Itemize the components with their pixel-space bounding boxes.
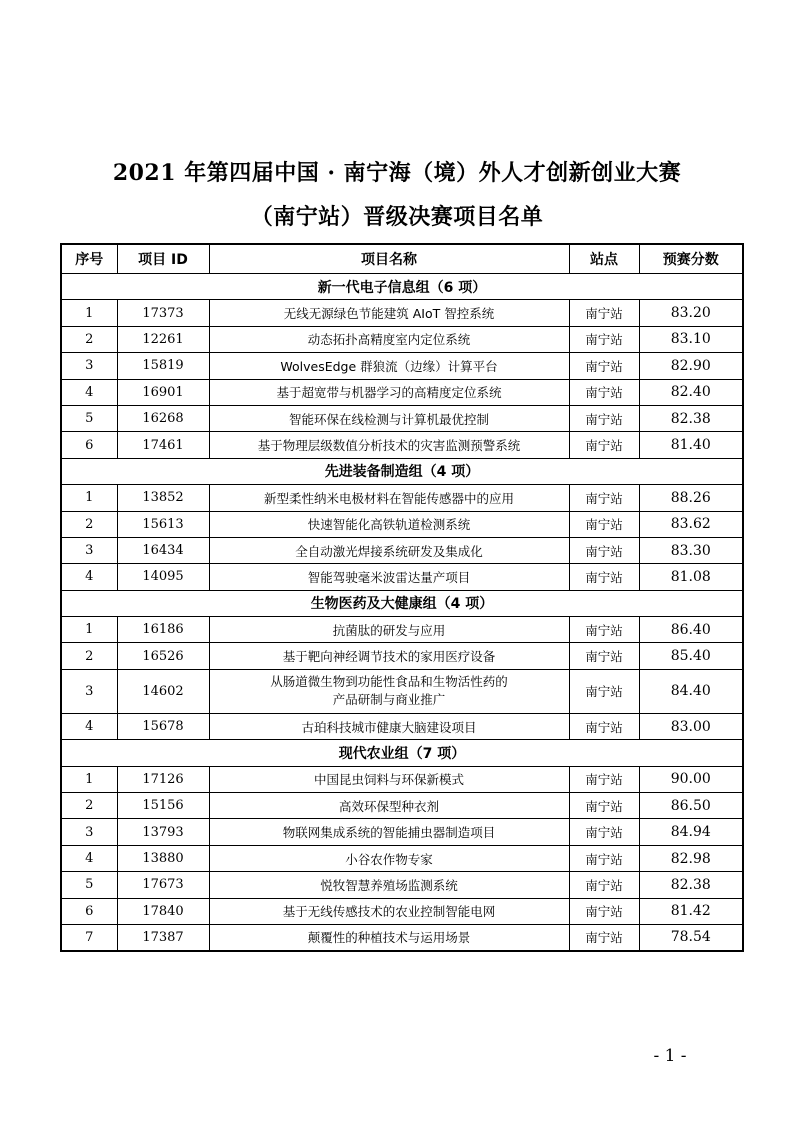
table-row bbox=[61, 564, 743, 590]
column-header-station: 站点 bbox=[569, 244, 639, 274]
cell-no: 5 bbox=[61, 405, 117, 431]
cell-id: 15156 bbox=[117, 793, 209, 819]
cell-no: 1 bbox=[61, 300, 117, 326]
cell-name: 基于超宽带与机器学习的高精度定位系统 bbox=[209, 379, 569, 405]
cell-name: 古珀科技城市健康大脑建设项目 bbox=[209, 713, 569, 739]
cell-station: 南宁站 bbox=[569, 537, 639, 563]
cell-name: 新型柔性纳米电极材料在智能传感器中的应用 bbox=[209, 485, 569, 511]
group-header-row bbox=[61, 274, 743, 300]
cell-score: 81.40 bbox=[639, 432, 743, 458]
cell-score: 81.42 bbox=[639, 898, 743, 924]
cell-name: 无线无源绿色节能建筑 AIoT 智控系统 bbox=[209, 300, 569, 326]
group-title: 生物医药及大健康组（4 项） bbox=[61, 590, 743, 616]
cell-no: 6 bbox=[61, 432, 117, 458]
cell-station: 南宁站 bbox=[569, 898, 639, 924]
cell-station: 南宁站 bbox=[569, 511, 639, 537]
cell-no: 4 bbox=[61, 713, 117, 739]
cell-name: 全自动激光焊接系统研发及集成化 bbox=[209, 537, 569, 563]
table-header-row bbox=[61, 244, 743, 274]
table-row bbox=[61, 898, 743, 924]
cell-id: 15613 bbox=[117, 511, 209, 537]
cell-id: 13793 bbox=[117, 819, 209, 845]
cell-score: 82.98 bbox=[639, 845, 743, 871]
cell-station: 南宁站 bbox=[569, 643, 639, 669]
cell-station: 南宁站 bbox=[569, 353, 639, 379]
cell-no: 7 bbox=[61, 924, 117, 950]
cell-station: 南宁站 bbox=[569, 617, 639, 643]
table-row bbox=[61, 511, 743, 537]
cell-name: 基于无线传感技术的农业控制智能电网 bbox=[209, 898, 569, 924]
cell-station: 南宁站 bbox=[569, 819, 639, 845]
cell-no: 4 bbox=[61, 845, 117, 871]
table-row bbox=[61, 872, 743, 898]
cell-no: 2 bbox=[61, 643, 117, 669]
table-row bbox=[61, 300, 743, 326]
cell-score: 82.38 bbox=[639, 872, 743, 898]
cell-name: 智能环保在线检测与计算机最优控制 bbox=[209, 405, 569, 431]
group-header-row bbox=[61, 458, 743, 484]
table-row bbox=[61, 405, 743, 431]
cell-score: 84.94 bbox=[639, 819, 743, 845]
cell-station: 南宁站 bbox=[569, 379, 639, 405]
table-row bbox=[61, 379, 743, 405]
cell-score: 86.50 bbox=[639, 793, 743, 819]
cell-id: 17373 bbox=[117, 300, 209, 326]
column-header-name: 项目名称 bbox=[209, 244, 569, 274]
cell-name: 智能驾驶毫米波雷达量产项目 bbox=[209, 564, 569, 590]
cell-id: 12261 bbox=[117, 326, 209, 352]
cell-id: 13852 bbox=[117, 485, 209, 511]
cell-id: 16268 bbox=[117, 405, 209, 431]
cell-score: 78.54 bbox=[639, 924, 743, 950]
cell-name: 小谷农作物专家 bbox=[209, 845, 569, 871]
cell-score: 90.00 bbox=[639, 766, 743, 792]
cell-station: 南宁站 bbox=[569, 766, 639, 792]
cell-name: 高效环保型种衣剂 bbox=[209, 793, 569, 819]
cell-score: 83.62 bbox=[639, 511, 743, 537]
cell-station: 南宁站 bbox=[569, 669, 639, 713]
table-row bbox=[61, 819, 743, 845]
cell-id: 16526 bbox=[117, 643, 209, 669]
project-list-table bbox=[60, 243, 744, 952]
cell-no: 3 bbox=[61, 819, 117, 845]
table-row bbox=[61, 643, 743, 669]
cell-station: 南宁站 bbox=[569, 485, 639, 511]
table-row bbox=[61, 537, 743, 563]
cell-name: 悦牧智慧养殖场监测系统 bbox=[209, 872, 569, 898]
column-header-no: 序号 bbox=[61, 244, 117, 274]
cell-station: 南宁站 bbox=[569, 300, 639, 326]
cell-station: 南宁站 bbox=[569, 405, 639, 431]
cell-score: 86.40 bbox=[639, 617, 743, 643]
cell-name-line-2: 产品研制与商业推广 bbox=[332, 692, 446, 708]
cell-score: 84.40 bbox=[639, 669, 743, 713]
cell-score: 83.20 bbox=[639, 300, 743, 326]
table-row bbox=[61, 326, 743, 352]
cell-no: 6 bbox=[61, 898, 117, 924]
cell-id: 17461 bbox=[117, 432, 209, 458]
cell-id: 17126 bbox=[117, 766, 209, 792]
cell-station: 南宁站 bbox=[569, 793, 639, 819]
group-header-row bbox=[61, 590, 743, 616]
table-row bbox=[61, 793, 743, 819]
cell-name: WolvesEdge 群狼流（边缘）计算平台 bbox=[209, 353, 569, 379]
cell-station: 南宁站 bbox=[569, 564, 639, 590]
cell-score: 82.38 bbox=[639, 405, 743, 431]
cell-name: 基于物理层级数值分析技术的灾害监测预警系统 bbox=[209, 432, 569, 458]
cell-score: 81.08 bbox=[639, 564, 743, 590]
cell-station: 南宁站 bbox=[569, 326, 639, 352]
table-row bbox=[61, 353, 743, 379]
document-title-line-1: 2021 年第四届中国 · 南宁海（境）外人才创新创业大赛 bbox=[112, 160, 682, 186]
group-title: 现代农业组（7 项） bbox=[61, 740, 743, 766]
column-header-score: 预赛分数 bbox=[639, 244, 743, 274]
cell-no: 1 bbox=[61, 617, 117, 643]
column-header-id: 项目 ID bbox=[117, 244, 209, 274]
cell-no: 2 bbox=[61, 793, 117, 819]
cell-score: 82.90 bbox=[639, 353, 743, 379]
cell-name: 抗菌肽的研发与应用 bbox=[209, 617, 569, 643]
cell-score: 83.00 bbox=[639, 713, 743, 739]
cell-id: 15819 bbox=[117, 353, 209, 379]
cell-score: 88.26 bbox=[639, 485, 743, 511]
cell-name: 快速智能化高铁轨道检测系统 bbox=[209, 511, 569, 537]
cell-no: 3 bbox=[61, 669, 117, 713]
cell-no: 3 bbox=[61, 353, 117, 379]
group-header-row bbox=[61, 740, 743, 766]
cell-no: 3 bbox=[61, 537, 117, 563]
table-row bbox=[61, 485, 743, 511]
cell-name: 中国昆虫饲料与环保新模式 bbox=[209, 766, 569, 792]
table-row bbox=[61, 669, 743, 713]
table-row bbox=[61, 617, 743, 643]
cell-id: 16901 bbox=[117, 379, 209, 405]
group-title: 先进装备制造组（4 项） bbox=[61, 458, 743, 484]
cell-name: 动态拓扑高精度室内定位系统 bbox=[209, 326, 569, 352]
cell-name-line-1: 从肠道微生物到功能性食品和生物活性药的 bbox=[270, 674, 508, 690]
table-row bbox=[61, 432, 743, 458]
cell-id: 14095 bbox=[117, 564, 209, 590]
cell-id: 17673 bbox=[117, 872, 209, 898]
page-number: - 1 - bbox=[653, 1046, 687, 1066]
cell-station: 南宁站 bbox=[569, 845, 639, 871]
cell-name bbox=[209, 669, 569, 713]
cell-id: 14602 bbox=[117, 669, 209, 713]
cell-no: 5 bbox=[61, 872, 117, 898]
cell-no: 2 bbox=[61, 326, 117, 352]
cell-name: 颠覆性的种植技术与运用场景 bbox=[209, 924, 569, 950]
cell-score: 82.40 bbox=[639, 379, 743, 405]
group-title: 新一代电子信息组（6 项） bbox=[61, 274, 743, 300]
cell-no: 4 bbox=[61, 379, 117, 405]
cell-station: 南宁站 bbox=[569, 872, 639, 898]
cell-no: 2 bbox=[61, 511, 117, 537]
cell-no: 1 bbox=[61, 485, 117, 511]
cell-id: 17840 bbox=[117, 898, 209, 924]
cell-id: 13880 bbox=[117, 845, 209, 871]
cell-id: 17387 bbox=[117, 924, 209, 950]
cell-score: 83.10 bbox=[639, 326, 743, 352]
cell-name: 基于靶向神经调节技术的家用医疗设备 bbox=[209, 643, 569, 669]
cell-station: 南宁站 bbox=[569, 432, 639, 458]
table-row bbox=[61, 766, 743, 792]
cell-id: 15678 bbox=[117, 713, 209, 739]
cell-station: 南宁站 bbox=[569, 924, 639, 950]
cell-id: 16186 bbox=[117, 617, 209, 643]
cell-no: 1 bbox=[61, 766, 117, 792]
table-row bbox=[61, 713, 743, 739]
cell-no: 4 bbox=[61, 564, 117, 590]
document-title-line-2: （南宁站）晋级决赛项目名单 bbox=[250, 204, 544, 230]
cell-name: 物联网集成系统的智能捕虫器制造项目 bbox=[209, 819, 569, 845]
cell-score: 83.30 bbox=[639, 537, 743, 563]
cell-score: 85.40 bbox=[639, 643, 743, 669]
table-row bbox=[61, 924, 743, 950]
table-row bbox=[61, 845, 743, 871]
cell-id: 16434 bbox=[117, 537, 209, 563]
cell-station: 南宁站 bbox=[569, 713, 639, 739]
